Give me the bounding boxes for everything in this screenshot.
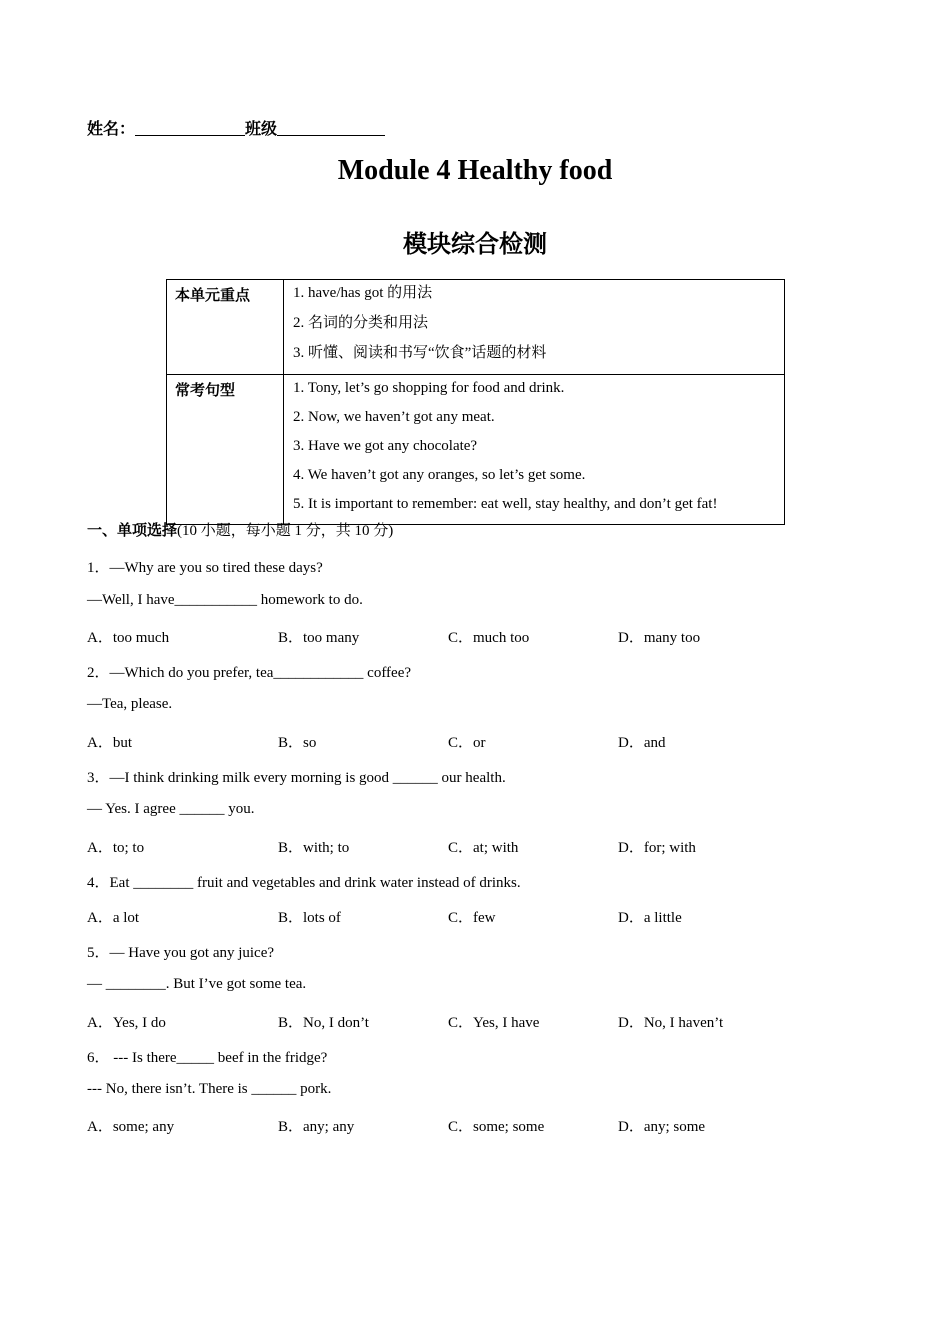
question-2-option-d: D．and — [618, 735, 666, 751]
question-5-option-b: B．No, I don’t — [278, 1015, 369, 1031]
table-row — [167, 280, 785, 375]
question-4-option-d: D．a little — [618, 910, 682, 926]
question-1-option-a: A．too much — [87, 630, 170, 646]
list-item: 3. Have we got any chocolate? — [293, 438, 478, 454]
name-label: 姓名： — [87, 119, 136, 138]
question-3-reply: — Yes. I agree ______ you. — [87, 801, 255, 817]
list-item: 2. Now, we haven’t got any meat. — [293, 409, 495, 425]
question-2-option-b: B．so — [278, 735, 317, 751]
list-item: 1. have/has got 的用法 — [293, 285, 433, 301]
question-1-option-b: B．too many — [278, 630, 360, 646]
question-5-option-a: A．Yes, I do — [87, 1015, 166, 1031]
question-1-option-c: C．much too — [448, 630, 530, 646]
question-6-stem: 6． --- Is there_____ beef in the fridge? — [87, 1050, 328, 1066]
question-2-option-a: A．but — [87, 735, 133, 751]
question-6-reply: --- No, there isn’t. There is ______ pork. — [87, 1081, 332, 1097]
question-3-stem: 3．—I think drinking milk every morning is good ______ our health. — [87, 770, 506, 786]
question-4-stem: 4．Eat ________ fruit and vegetables and drink water instead of drinks. — [87, 875, 521, 891]
list-item: 1. Tony, let’s go shopping for food and drink. — [293, 380, 565, 396]
question-5-reply: — ________. But I’ve got some tea. — [87, 976, 307, 992]
question-3-option-c: C．at; with — [448, 840, 519, 856]
list-item: 2. 名词的分类和用法 — [293, 315, 429, 331]
table-row — [167, 375, 785, 525]
question-4-option-a: A．a lot — [87, 910, 140, 926]
question-2-reply: —Tea, please. — [87, 696, 173, 712]
question-4-option-c: C．few — [448, 910, 496, 926]
row-label-key-points: 本单元重点 — [167, 280, 284, 375]
question-3-option-d: D．for; with — [618, 840, 696, 856]
question-6-option-c: C．some; some — [448, 1119, 545, 1135]
question-6-option-a: A．some; any — [87, 1119, 175, 1135]
question-3-option-a: A．to; to — [87, 840, 145, 856]
question-1-option-d: D．many too — [618, 630, 701, 646]
question-6-option-d: D．any; some — [618, 1119, 706, 1135]
question-6-option-b: B．any; any — [278, 1119, 355, 1135]
page-subtitle: 模块综合检测 — [403, 230, 547, 258]
question-5-stem: 5．— Have you got any juice? — [87, 945, 275, 961]
class-blank — [277, 121, 385, 136]
question-1-stem: 1．—Why are you so tired these days? — [87, 560, 323, 576]
student-info-line — [87, 116, 385, 139]
key-points-content — [284, 280, 785, 375]
list-item: 4. We haven’t got any oranges, so let’s get some. — [293, 467, 586, 483]
question-3-option-b: B．with; to — [278, 840, 350, 856]
section-title: 一、单项选择 — [87, 521, 178, 539]
question-1-reply: —Well, I have___________ homework to do. — [87, 592, 363, 608]
class-label: 班级 — [245, 119, 278, 138]
question-2-stem: 2．—Which do you prefer, tea____________ coffee? — [87, 665, 412, 681]
section-heading — [87, 519, 393, 540]
row-label-sentence-patterns: 常考句型 — [167, 375, 284, 525]
key-points-table — [166, 279, 785, 525]
list-item: 3. 听懂、阅读和书写“饮食”话题的材料 — [293, 345, 547, 361]
sentence-patterns-content — [284, 375, 785, 525]
section-note: (10 小题，每小题 1 分，共 10 分) — [177, 523, 394, 539]
list-item: 5. It is important to remember: eat well, stay healthy, and don’t get fat! — [293, 496, 718, 512]
question-5-option-d: D．No, I haven’t — [618, 1015, 724, 1031]
name-blank — [135, 121, 245, 136]
page-title: Module 4 Healthy food — [337, 155, 613, 186]
question-4-option-b: B．lots of — [278, 910, 341, 926]
question-2-option-c: C．or — [448, 735, 486, 751]
question-5-option-c: C．Yes, I have — [448, 1015, 540, 1031]
